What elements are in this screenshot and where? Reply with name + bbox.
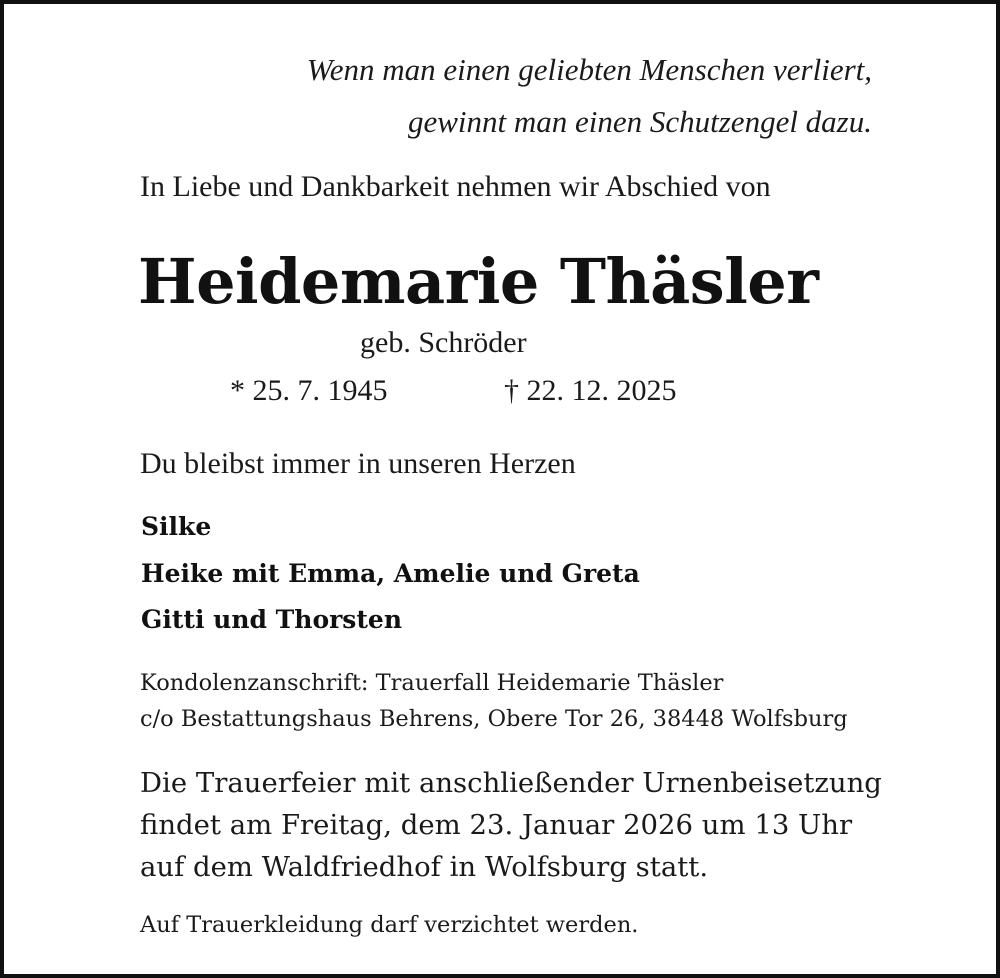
condolence-address-line-1: Kondolenzanschrift: Trauerfall Heidemarie Thäsler (140, 670, 724, 696)
ceremony-line-2: findet am Freitag, dem 23. Januar 2026 um 13 Uhr (140, 809, 853, 841)
mourner-name: Silke (141, 512, 212, 541)
mourner-name: Heike mit Emma, Amelie und Greta (141, 559, 640, 588)
ceremony-line-1: Die Trauerfeier mit anschließender Urnenbeisetzung (140, 767, 882, 799)
birth-name: geb. Schröder (360, 326, 527, 359)
clothing-note: Auf Trauerkleidung darf verzichtet werden. (140, 912, 639, 938)
ceremony-line-3: auf dem Waldfriedhof in Wolfsburg statt. (140, 851, 709, 883)
intro-text: In Liebe und Dankbarkeit nehmen wir Abschied von (140, 170, 771, 203)
mourner-name: Gitti und Thorsten (141, 605, 403, 634)
farewell-text: Du bleibst immer in unseren Herzen (140, 447, 576, 480)
motto-line-2: gewinnt man einen Schutzengel dazu. (407, 104, 872, 139)
birth-date: * 25. 7. 1945 (230, 374, 388, 407)
death-date: † 22. 12. 2025 (504, 374, 677, 407)
deceased-name: Heidemarie Thäsler (138, 245, 819, 318)
motto-line-1: Wenn man einen geliebten Menschen verliert, (306, 52, 872, 87)
condolence-address-line-2: c/o Bestattungshaus Behrens, Obere Tor 26, 38448 Wolfsburg (140, 706, 848, 732)
